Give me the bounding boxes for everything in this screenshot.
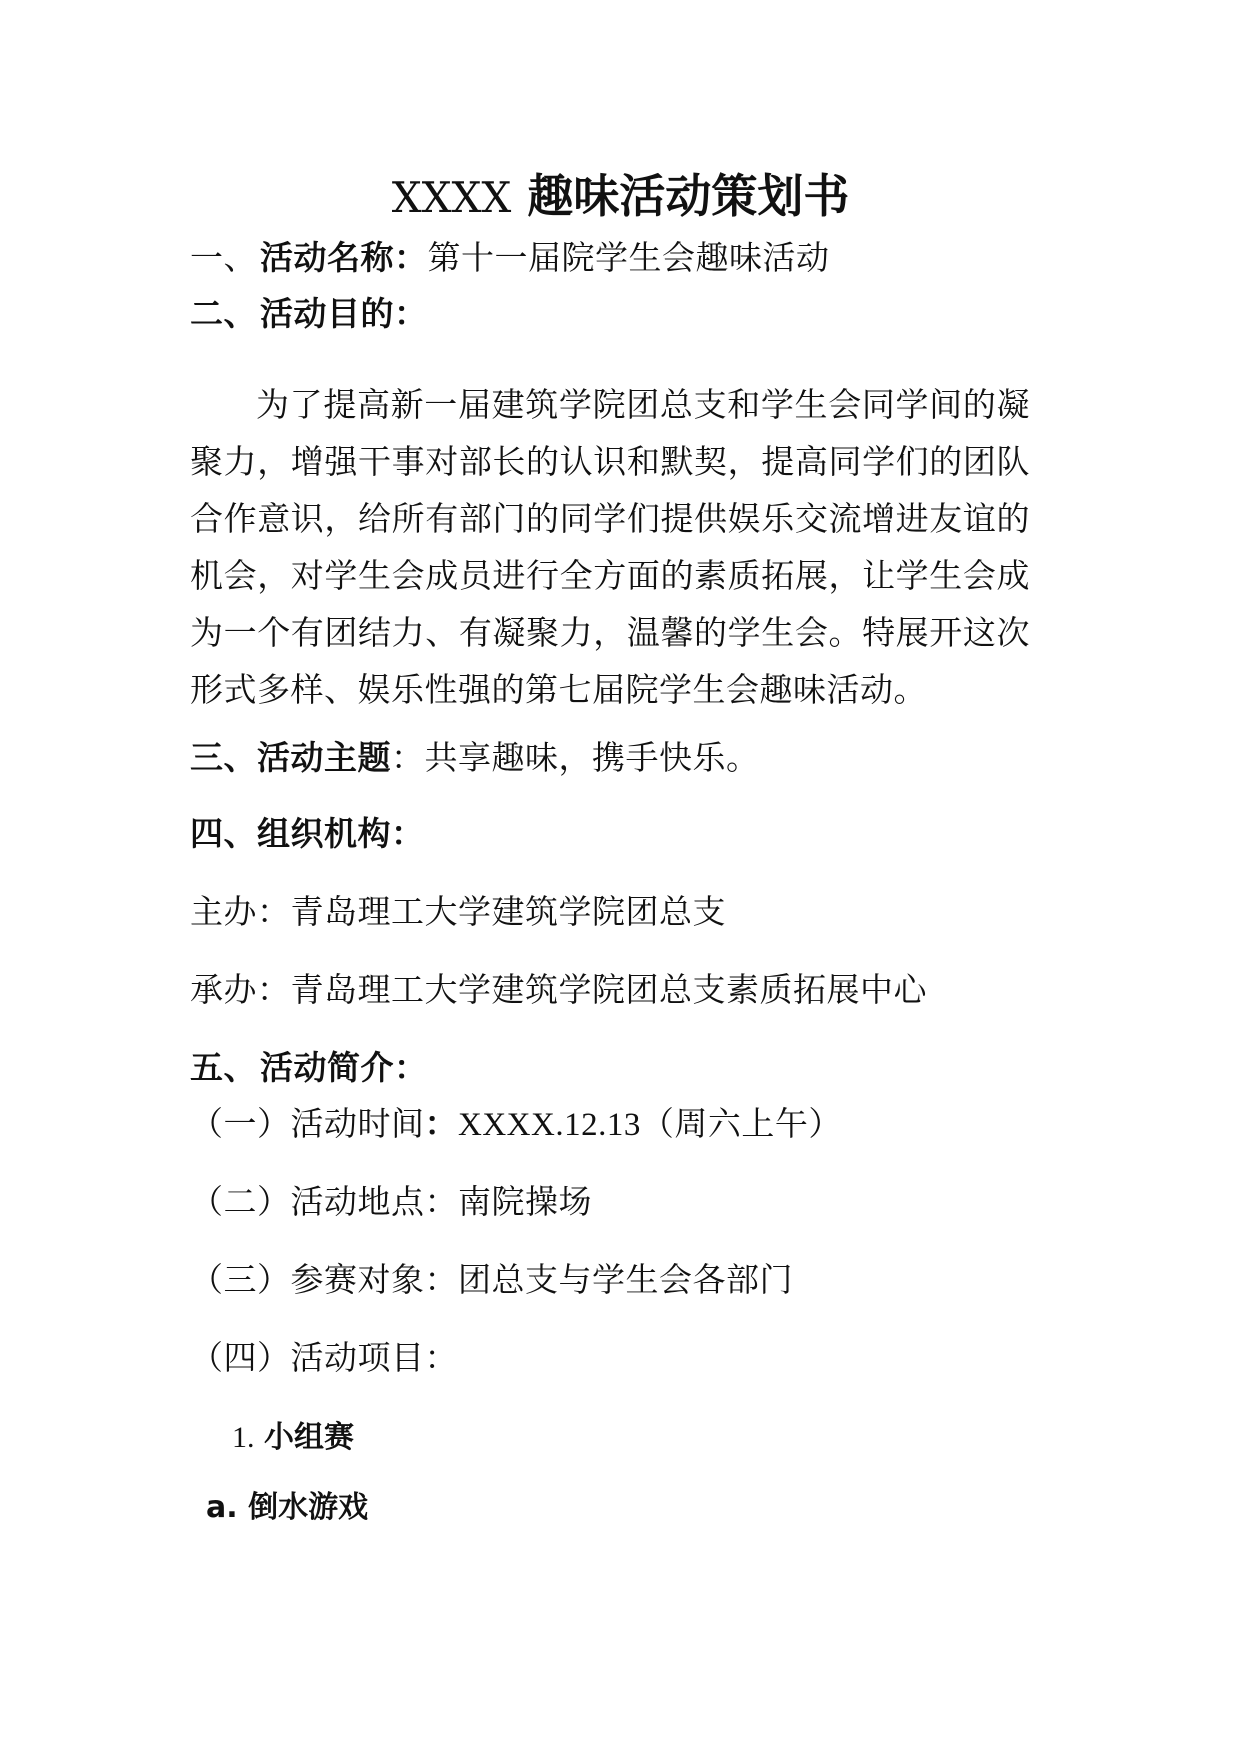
section-5-label: 活动简介：: [260, 1048, 428, 1087]
activity-items-line: （四）活动项目：: [190, 1338, 458, 1377]
section-1-line: [190, 236, 830, 280]
section-3-label: 三、活动主题: [190, 738, 391, 777]
document-title: [0, 166, 1241, 228]
activity-time-date: XXXX.12.13: [458, 1107, 641, 1143]
item-1-label: 小组赛: [264, 1420, 355, 1455]
activity-time-suffix: （周六上午）: [640, 1104, 842, 1143]
participants-line: （三）参赛对象：团总支与学生会各部门: [190, 1260, 793, 1299]
item-a-line: a. 倒水游戏: [206, 1490, 369, 1525]
activity-time-colon: ：: [424, 1104, 458, 1143]
host-line: 主办：青岛理工大学建筑学院团总支: [190, 892, 726, 931]
section-1-number: 一、: [190, 238, 257, 277]
activity-time-line: [190, 1102, 842, 1147]
section-3-value: ：共享趣味，携手快乐。: [391, 738, 760, 777]
section-2-body: 为了提高新一届建筑学院团总支和学生会同学间的凝聚力，增强干事对部长的认识和默契，提高同学们的团队合作意识，给所有部门的同学们提供娱乐交流增进友谊的机会，对学生会成员进行全方面的素质拓展，让学生会成为一个有团结力、有凝聚力，温馨的学生会。特展开这次形式多样、娱乐性强的第七届院学生会趣味活动。: [190, 385, 1030, 709]
organizer-line: 承办：青岛理工大学建筑学院团总支素质拓展中心: [190, 970, 927, 1009]
item-1-line: [232, 1418, 354, 1458]
activity-time-prefix: （一）活动时间: [190, 1104, 425, 1143]
section-2-label: 活动目的：: [260, 294, 428, 333]
section-1-value: 第十一届院学生会趣味活动: [427, 238, 830, 277]
title-prefix: XXXX: [391, 173, 512, 222]
item-1-number: 1.: [232, 1421, 255, 1454]
activity-place-line: （二）活动地点：南院操场: [190, 1182, 592, 1221]
section-5-heading: [190, 1046, 428, 1090]
section-2-number: 二、: [190, 294, 257, 333]
section-1-label: 活动名称：: [260, 238, 428, 277]
section-2-heading: [190, 292, 428, 336]
section-5-number: 五、: [190, 1048, 257, 1087]
section-3-line: [190, 736, 760, 780]
section-4-heading: 四、组织机构：: [190, 814, 425, 853]
title-main: 趣味活动策划书: [527, 169, 850, 223]
